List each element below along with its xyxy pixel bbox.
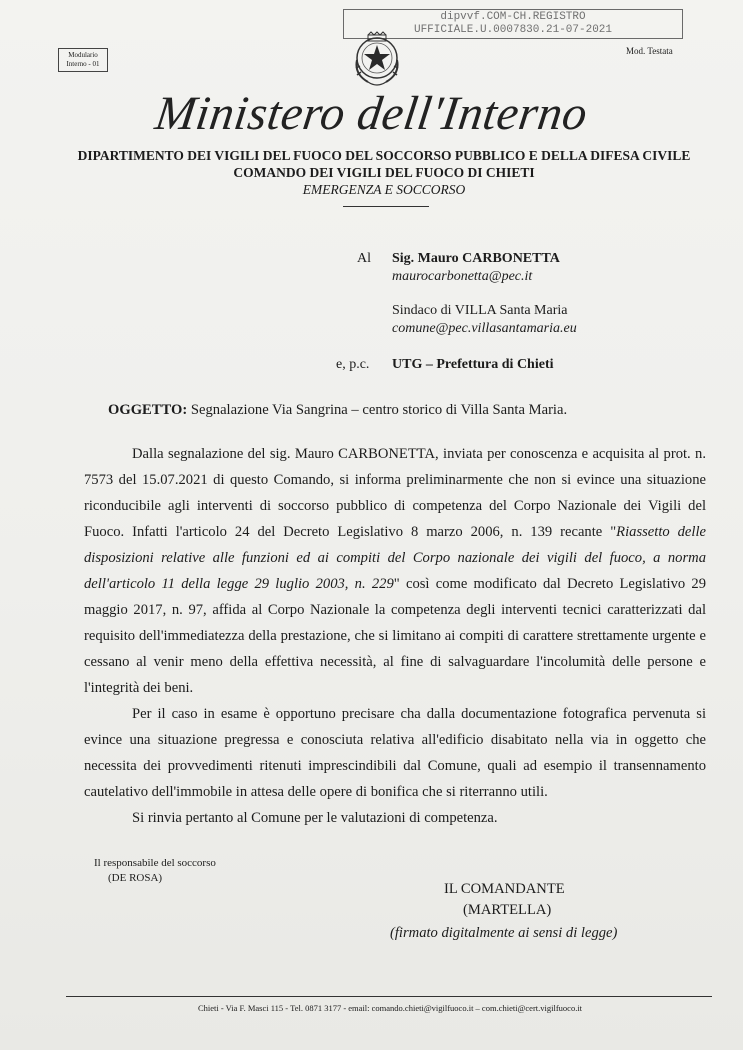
subject-label: OGGETTO: — [108, 402, 188, 418]
body-paragraph-1 — [84, 441, 706, 701]
subject-line — [108, 402, 567, 419]
department-line: DIPARTIMENTO DEI VIGILI DEL FUOCO DEL SOCCORSO PUBBLICO E DELLA DIFESA CIVILE — [77, 148, 691, 163]
mod-testata-label: Mod. Testata — [626, 46, 673, 56]
recipient-1-name: Sig. Mauro CARBONETTA — [392, 251, 560, 266]
responsible-name: (DE ROSA) — [108, 872, 163, 884]
modulario-line-2: Interno - 01 — [66, 60, 100, 68]
cc-recipient: UTG – Prefettura di Chieti — [392, 357, 554, 372]
modulario-box — [58, 48, 108, 72]
recipient-2-email: comune@pec.villasantamaria.eu — [392, 321, 577, 336]
stamp-line-1: dipvvf.COM-CH.REGISTRO — [440, 11, 586, 23]
header-divider — [343, 206, 429, 207]
footer-contacts: Chieti - Via F. Masci 115 - Tel. 0871 3177 - email: comando.chieti@vigilfuoco.it – com.chieti@cert.vigilfuoco.it — [197, 1003, 583, 1013]
footer-divider — [66, 996, 712, 997]
commander-title: IL COMANDANTE — [444, 881, 565, 897]
recipient-1-email: maurocarbonetta@pec.it — [392, 269, 533, 284]
decree-title: Riassetto delle disposizioni relative alle funzioni ed ai compiti del Corpo nazionale dei vigili del fuoco, a norma dell'articolo 11 della legge 29 luglio 2003, n. 229 — [84, 524, 706, 592]
stamp-line-2: UFFICIALE.U.0007830.21-07-2021 — [413, 24, 613, 36]
paragraph-1-start: Dalla segnalazione del sig. Mauro CARBONETTA, inviata per conoscenza e acquisita al prot. n. 7573 del 15.07.2021 di questo Comando, si informa preliminarmente che non si evince una situazione riconducibile agli interventi di soccorso pubblico di competenza del Corpo Nazionale dei Vigili del Fuoco. Infatti l'articolo 24 del Decreto Legislativo 8 marzo 2006, n. 139 recante " — [84, 446, 706, 540]
office-line: EMERGENZA E SOCCORSO — [302, 182, 466, 197]
ministry-heading: Ministero dell'Interno — [152, 87, 591, 140]
subject-text: Segnalazione Via Sangrina – centro storico di Villa Santa Maria. — [190, 402, 568, 418]
body-paragraph-2: Per il caso in esame è opportuno precisare cha dalla documentazione fotografica pervenuta si evince una situazione pregressa e conosciuta relativa all'edificio disabitato nella via in oggetto che necessita dei provvedimenti ritenuti imprescindibili dal Comune, quali ad esempio il transennamento cautelativo dell'immobile in attesa delle opere di bonifica che si riterranno utili. — [84, 706, 706, 800]
responsible-role: Il responsabile del soccorso — [94, 857, 216, 869]
digital-signature-note: (firmato digitalmente ai sensi di legge) — [390, 925, 618, 941]
responsible-signature — [94, 856, 216, 886]
modulario-line-1: Modulario — [68, 51, 98, 59]
addressee-prefix: Al — [357, 251, 371, 266]
paragraph-1-end: " così come modificato dal Decreto Legislativo 29 maggio 2017, n. 97, affida al Corpo Nazionale la competenza degli interventi tecnici caratterizzati dal requisito dell'immediatezza della prestazione, che si limitano ai compiti di carattere strettamente urgente e cessano al venir meno della effettiva necessità, al fine di salvaguardare l'incolumità delle persone e l'integrità dei beni. — [84, 576, 706, 696]
command-line: COMANDO DEI VIGILI DEL FUOCO DI CHIETI — [233, 165, 535, 180]
body-paragraph-3: Si rinvia pertanto al Comune per le valutazioni di competenza. — [132, 810, 498, 826]
commander-name: (MARTELLA) — [463, 902, 552, 918]
italian-emblem-icon — [348, 30, 406, 90]
cc-label: e, p.c. — [336, 357, 370, 372]
recipient-2-name: Sindaco di VILLA Santa Maria — [392, 303, 568, 318]
